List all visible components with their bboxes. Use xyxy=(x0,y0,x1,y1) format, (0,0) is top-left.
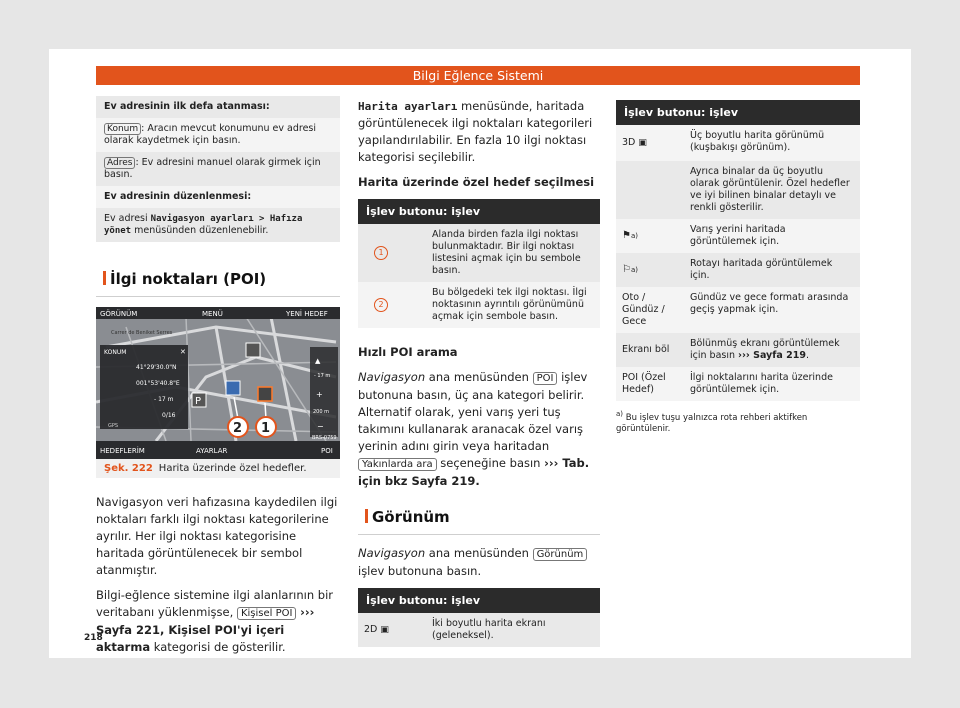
table-row-konum xyxy=(96,118,340,152)
yeni-hedef-button: YENİ HEDEF xyxy=(286,310,328,318)
altitude-value: - 17 m xyxy=(154,396,174,403)
hedeflerim-button: HEDEFLERİM xyxy=(100,447,145,455)
table-row: Ayrıca binalar da üç boyutlu olarak görüntülenir. Özel hedefler ve iyi bilinen binalar detaylı ve renkli gösterilir. xyxy=(616,161,860,219)
paragraph-gorunum: Navigasyon ana menüsünden Görünüm işlev butonuna basın. xyxy=(358,545,600,580)
poi-button-tag: POI xyxy=(533,372,558,385)
route-flag-icon: ⚐ xyxy=(622,264,631,275)
table-row: ⚑ a) Varış yerini haritada görüntülemek için. xyxy=(616,219,860,253)
altitude-readout: - 17 m xyxy=(314,373,331,379)
2d-view-icon: ▣ xyxy=(380,625,389,635)
table-row-text: : Ev adresini manuel olarak girmek için basın. xyxy=(104,157,321,180)
column-middle xyxy=(358,98,600,647)
longitude-value: 001°53'40.8"E xyxy=(136,380,180,387)
section-marker xyxy=(103,271,106,285)
table-header: İşlev butonu: işlev xyxy=(358,588,600,613)
table-row: 2D ▣ İki boyutlu harita ekranı (geleneksel). xyxy=(358,613,600,647)
zoom-out-icon: − xyxy=(317,422,324,431)
paragraph-poi-database: Bilgi-eğlence sistemine ilgi alanlarının bir veritabanı yüklenmişse, Kişisel POI ››› Sayfa 221, Kişisel POI'yi içeri aktarma kategorisi de gösterilir. xyxy=(96,588,334,654)
section-title-poi: İlgi noktaları (POI) xyxy=(96,270,340,297)
3d-view-icon: ▣ xyxy=(638,138,647,148)
callout-number: 1 xyxy=(374,246,388,260)
callout-number: 2 xyxy=(374,298,388,312)
map-street-label: Carrer de Beniket Serres xyxy=(111,330,173,336)
cross-reference: ››› Tab. için bkz Sayfa 219. xyxy=(358,456,590,488)
table-head-ev-adresi: Ev adresinin ilk defa atanması: xyxy=(96,96,340,118)
subheading-hizli-poi: Hızlı POI arama xyxy=(358,345,458,359)
gorunum-button: GÖRÜNÜM xyxy=(100,310,138,318)
parking-poi-icon: P xyxy=(195,396,202,407)
paragraph-poi-intro: Navigasyon veri hafızasına kaydedilen ilgi noktaları farklı ilgi noktası kategorilerine ayrılır. Her ilgi noktası kategorisine haritada görüntülenecek bir sembol atanmıştır. xyxy=(96,495,338,577)
single-poi-icon xyxy=(226,381,240,395)
table-row: 2 Bu bölgedeki tek ilgi noktası. İlgi noktasının ayrıntılı görünümünü açmak için sembole basın. xyxy=(358,282,600,328)
compass-icon: ▲ xyxy=(315,357,321,365)
table-row: POI (Özel Hedef) İlgi noktalarını harita üzerinde görüntülemek için. xyxy=(616,367,860,401)
table-row-adres xyxy=(96,152,340,186)
table-row-text: : Aracın mevcut konumunu ev adresi olarak kaydetmek için basın. xyxy=(104,123,317,146)
zoom-in-icon: + xyxy=(316,390,323,399)
figure-code: BRS-0759 xyxy=(312,435,337,441)
svg-text:2: 2 xyxy=(233,421,243,436)
column-right xyxy=(616,100,860,435)
table-row: Ekranı böl Bölünmüş ekranı görüntülemek için basın ››› Sayfa 219. xyxy=(616,333,860,367)
latitude-value: 41°29'30.0"N xyxy=(136,364,177,371)
konum-panel-title: KONUM xyxy=(104,349,127,356)
destination-flag-icon: ⚑ xyxy=(622,230,631,241)
table-row: 3D ▣ Üç boyutlu harita görünümü (kuşbakışı görünüm). xyxy=(616,125,860,161)
bus-poi-icon xyxy=(246,343,260,357)
page-header: Bilgi Eğlence Sistemi xyxy=(96,66,860,85)
gorunum-button-tag: Görünüm xyxy=(533,548,588,561)
close-icon: ✕ xyxy=(180,348,186,356)
menu-path: Navigasyon ayarları > Hafıza yönet xyxy=(104,214,303,236)
subheading-ozel-hedef: Harita üzerinde özel hedef seçilmesi xyxy=(358,175,595,189)
table-row: ⚐ a) Rotayı haritada görüntülemek için. xyxy=(616,253,860,287)
paragraph-hizli-poi: Navigasyon ana menüsünden POI işlev butonuna basın, üç ana kategori belirir. Alternatif olarak, yeni varış yeri tuş takımını kullanarak aranacak özel varış yerinin adını girin veya haritadan Yakınlarda ara seçeneğine basın ››› Tab. için bkz Sayfa 219. xyxy=(358,370,590,488)
table-row-ev-adresi-duzenle: Ev adresi Navigasyon ayarları > Hafıza yönet menüsünden düzenlenebilir. xyxy=(96,208,340,242)
poi-button: POI xyxy=(321,447,333,455)
table-header: İşlev butonu: işlev xyxy=(358,199,600,224)
footnote: $^{a)}$ Bu işlev tuşu yalnızca rota rehberi aktifken görüntülenir. xyxy=(616,410,808,434)
poi-group-icon xyxy=(258,387,272,401)
yakinlarda-ara-tag: Yakınlarda ara xyxy=(358,458,437,471)
ayarlar-button: AYARLAR xyxy=(196,447,228,455)
section-title-gorunum: Görünüm xyxy=(358,508,600,535)
navigation-screen-image xyxy=(96,307,340,459)
table-row: 1 Alanda birden fazla ilgi noktası bulunmaktadır. Bir ilgi noktası listesini açmak için bu sembole basın. xyxy=(358,224,600,282)
page-number: 218 xyxy=(84,633,103,643)
table-head-duzenleme: Ev adresinin düzenlenmesi: xyxy=(96,186,340,208)
svg-text:1: 1 xyxy=(261,421,271,436)
section-marker xyxy=(365,509,368,523)
konum-button-tag: Konum xyxy=(104,123,141,135)
menu-button: MENÜ xyxy=(202,310,223,318)
figure-222 xyxy=(96,307,340,478)
adres-button-tag: Adres xyxy=(104,157,135,169)
scale-label: 200 m xyxy=(313,409,330,415)
figure-caption: Şek. 222 Harita üzerinde özel hedefler. xyxy=(96,459,340,478)
cross-reference: ››› Sayfa 221, Kişisel POI'yi içeri aktarma xyxy=(96,605,315,654)
gps-label: GPS xyxy=(108,423,119,429)
paragraph-harita-ayarlari: Harita ayarları menüsünde, haritada görüntülenecek ilgi noktaları kategorileri yapılandırılabilir. En fazla 10 ilgi noktası kategorisi seçilebilir. xyxy=(358,99,593,164)
column-left xyxy=(96,96,340,664)
table-row: Oto / Gündüz / Gece Gündüz ve gece formatı arasında geçiş yapmak için. xyxy=(616,287,860,333)
table-header: İşlev butonu: işlev xyxy=(616,100,860,125)
satellite-count: 0/16 xyxy=(162,412,176,419)
kisisel-poi-tag: Kişisel POI xyxy=(237,607,297,620)
